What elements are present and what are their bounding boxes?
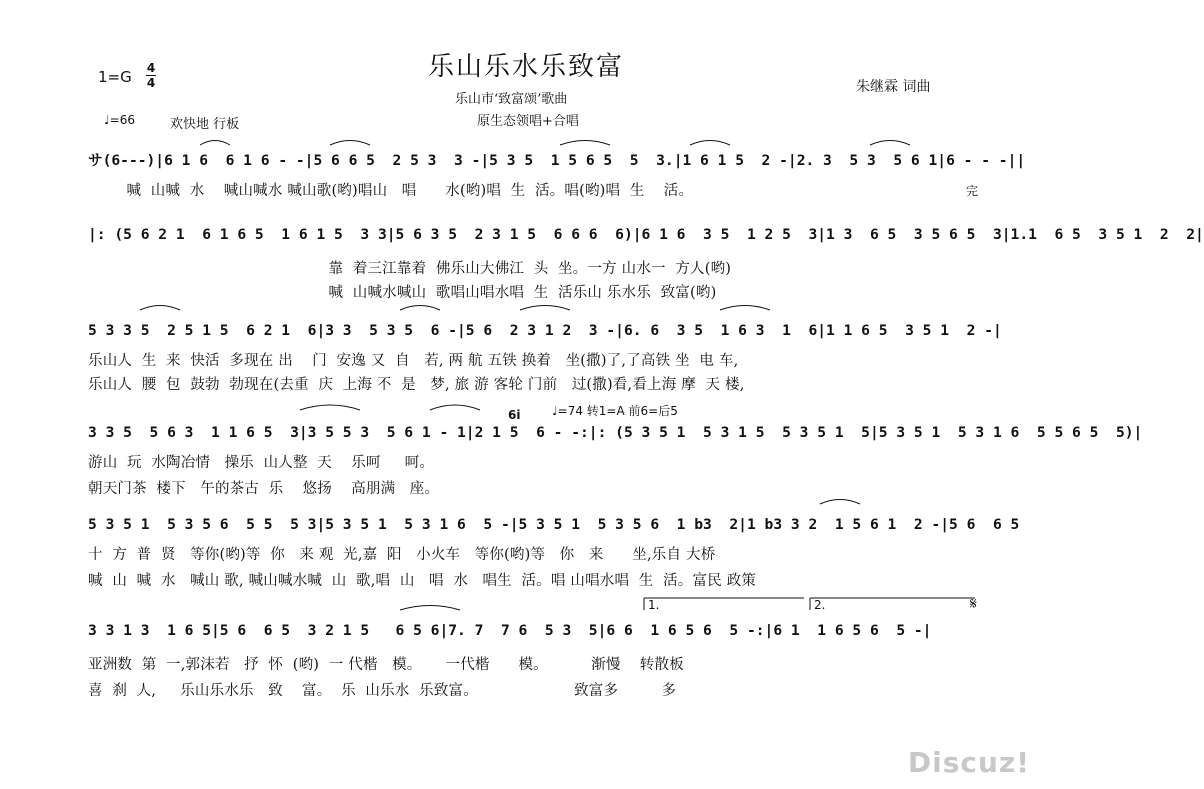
lyric-row-1-line-1: 喊 山喊 水 喊山喊水 喊山歌(哟)唱山 唱 水(哟)唱 生 活。唱(哟)唱 生 活。 (88, 183, 694, 199)
slur (140, 306, 180, 311)
grace-note-mark: 6i (508, 408, 521, 422)
segno-sign: 𝄋 (970, 594, 977, 613)
slur (330, 141, 370, 146)
slur (400, 306, 440, 311)
slur (400, 606, 460, 611)
key-signature: 1=G (98, 68, 132, 86)
lyric-row-5-line-2: 喊 山 喊 水 喊山 歌, 喊山喊水喊 山 歌,唱 山 唱 水 唱生 活。唱 山唱水唱 生 活。富民 政策 (88, 573, 757, 589)
composer-credit: 朱继霖 词曲 (856, 79, 931, 95)
tempo-mark: ♩=66 (104, 113, 135, 127)
slur (430, 405, 480, 410)
meter-bottom: 4 (146, 76, 156, 90)
lyric-row-2-line-2: 喊 山喊水喊山 歌唱山唱水唱 生 活乐山 乐水乐 致富(哟) (88, 285, 717, 301)
volta-2: 2. (814, 598, 826, 612)
staff-row-5: 5 3 5 1 5 3 5 6 5 5 5 3|5 3 5 1 5 3 1 6 5 -|5 3 5 1 5 3 5 6 1 b3 2|1 b3 3 2 1 5 6 1 2 -|5 6 6 5 (88, 516, 1020, 533)
lyric-row-6-line-2: 喜 刹 人, 乐山乐水乐 致 富。 乐 山乐水 乐致富。 致富多 多 (88, 683, 677, 699)
lyric-row-2-line-1: 靠 着三江靠着 佛乐山大佛江 头 坐。一方 山水一 方人(哟) (88, 261, 732, 277)
staff-row-6: 3 3 1 3 1 6 5|5 6 6 5 3 2 1 5 6 5 6|7. 7 7 6 5 3 5|6 6 1 6 5 6 5 -:|6 1 1 6 5 6 5 -| (88, 622, 932, 639)
meter-top: 4 (146, 61, 156, 75)
slur (690, 141, 730, 146)
slur (300, 405, 360, 410)
staff-row-3: 5 3 3 5 2 5 1 5 6 2 1 6|3 3 5 3 5 6 -|5 6 2 3 1 2 3 -|6. 6 3 5 1 6 3 1 6|1 1 6 5 3 5 1 2 -| (88, 322, 1002, 339)
style-mark: 欢快地 行板 (170, 117, 240, 132)
subtitle: 乐山市‘致富颂’歌曲 (455, 92, 568, 107)
lyric-row-3-line-2: 乐山人 腰 包 鼓勃 勃现在(去重 庆 上海 不 是 梦, 旅 游 客轮 门前 过(撒)看,看上海 摩 天 楼, (88, 377, 745, 393)
lyric-row-4-line-2: 朝天门茶 楼下 午的茶古 乐 悠扬 高朋满 座。 (88, 481, 440, 497)
staff-row-2: |: (5 6 2 1 6 1 6 5 1 6 1 5 3 3|5 6 3 5 2 3 1 5 6 6 6 6)|6 1 6 3 5 1 2 5 3|1 3 6 5 3 5 6 5 3|1.1 6 5 3 5 1 2 2| (88, 226, 1204, 243)
time-signature (146, 62, 156, 89)
performance-note: 原生态领唱+合唱 (477, 114, 579, 129)
staff-row-1: サ(6---)|6 1 6 6 1 6 - -|5 6 6 5 2 5 3 3 -|5 3 5 1 5 6 5 5 3.|1 6 1 5 2 -|2. 3 5 3 5 6 1|6 - - -|| (88, 152, 1026, 169)
lyric-row-4-line-1: 游山 玩 水陶冶情 操乐 山人整 天 乐呵 呵。 (88, 455, 435, 471)
slur (870, 141, 910, 146)
volta-1: 1. (648, 598, 660, 612)
slur (560, 141, 610, 146)
slur (200, 141, 230, 146)
lyric-row-6-line-1: 亚洲数 第 一,郭沫若 抒 怀 (哟) 一 代楷 模。 一代楷 模。 渐慢 转散板 (88, 657, 684, 673)
lyric-row-3-line-1: 乐山人 生 来 快活 多现在 出 门 安逸 又 自 若, 两 航 五铁 换着 坐(撒)了,了高铁 坐 电 车, (88, 353, 739, 369)
slur (820, 500, 860, 505)
slur (520, 306, 570, 311)
lyric-row-5-line-1: 十 方 普 贤 等你(哟)等 你 来 观 光,嘉 阳 小火车 等你(哟)等 你 来 坐,乐自 大桥 (88, 547, 716, 563)
watermark: Discuz! (907, 746, 1030, 779)
tempo-change-mark: ♩=74 转1=A 前6=后5 (552, 404, 678, 418)
complete-mark: 完 (966, 184, 979, 198)
page-title: 乐山乐水乐致富 (427, 52, 624, 82)
staff-row-4: 3 3 5 5 6 3 1 1 6 5 3|3 5 5 3 5 6 1 - 1|2 1 5 6 - -:|: (5 3 5 1 5 3 1 5 5 3 5 1 5|5 3 5 1 5 3 1 6 5 5 6 5 5)| (88, 424, 1143, 441)
slur (720, 306, 770, 311)
